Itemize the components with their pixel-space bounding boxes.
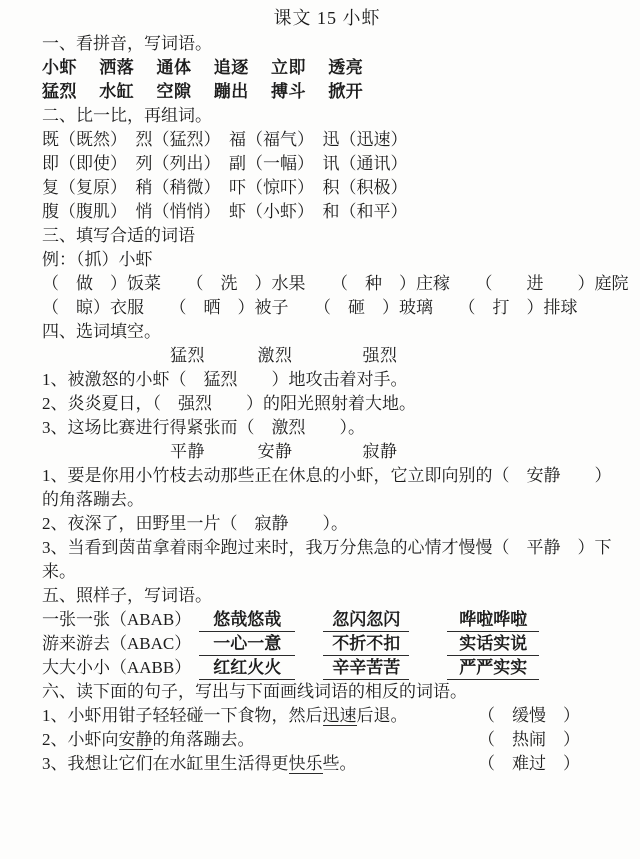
antonym-answer: （ 热闹 ） bbox=[478, 730, 580, 749]
fill-example: 例：（抓）小虾 bbox=[42, 250, 153, 269]
choose-sentence-wrap: 来。 bbox=[42, 562, 76, 581]
antonym-item bbox=[42, 752, 612, 776]
underlined-word: 安静 bbox=[118, 730, 153, 749]
choose-sentence: 1、要是你用小竹枝去动那些正在休息的小虾，它立即向别的（ 安静 ） bbox=[42, 466, 612, 485]
antonym-sentence bbox=[42, 752, 357, 776]
choose-sentence: 2、夜深了，田野里一片（ 寂静 ）。 bbox=[42, 514, 348, 533]
section1-heading: 一、看拼音，写词语。 bbox=[42, 34, 212, 53]
underlined-word: 迅速 bbox=[322, 706, 357, 725]
page-title: 课文 15 小虾 bbox=[273, 8, 381, 28]
compare-word-row: 复（复原） 稍（稍微） 吓（惊吓） 积（积极） bbox=[42, 178, 408, 197]
compare-word-row: 既（既然） 烈（猛烈） 福（福气） 迅（迅速） bbox=[42, 130, 408, 149]
pattern-example: 游来游去（ABAC） bbox=[42, 634, 192, 653]
antonym-sentence bbox=[42, 728, 255, 752]
section4-heading: 四、选词填空。 bbox=[42, 322, 161, 341]
choose-sentence: 3、当看到茵苗拿着雨伞跑过来时，我万分焦急的心情才慢慢（ 平静 ）下 bbox=[42, 538, 612, 557]
sentence-text: 后退。 bbox=[356, 706, 408, 725]
sentence-text: 些。 bbox=[322, 754, 357, 773]
pattern-example: 大大小小（AABB） bbox=[42, 658, 192, 677]
section6-heading: 六、读下面的句子，写出与下面画线词语的相反的词语。 bbox=[42, 682, 467, 701]
section3-heading: 三、填写合适的词语 bbox=[42, 226, 195, 245]
pattern-blank-answer: 悠哉悠哉 bbox=[199, 608, 295, 632]
choose-options-lie: 猛烈 激烈 强烈 bbox=[170, 346, 398, 365]
choose-sentence: 1、被激怒的小虾（ 猛烈 ）地攻击着对手。 bbox=[42, 370, 408, 389]
pattern-example: 一张一张（ABAB） bbox=[42, 610, 192, 629]
choose-sentence-wrap: 的角落蹦去。 bbox=[42, 490, 144, 509]
pattern-blank-answer: 哗啦哗啦 bbox=[447, 608, 539, 632]
pattern-row-abac bbox=[42, 632, 612, 656]
choose-options-jing: 平静 安静 寂静 bbox=[170, 442, 398, 461]
pinyin-word-row: 猛烈 水缸 空隙 蹦出 搏斗 掀开 bbox=[42, 82, 364, 101]
pattern-row-aabb bbox=[42, 656, 612, 680]
fill-row: （ 晾）衣服 （ 晒 ）被子 （ 砸 ）玻璃 （ 打 ）排球 bbox=[42, 298, 578, 317]
fill-row: （ 做 ）饭菜 （ 洗 ）水果 （ 种 ）庄稼 （ 进 ）庭院 bbox=[42, 274, 629, 293]
sentence-text: 1、小虾用钳子轻轻碰一下食物，然后 bbox=[42, 706, 323, 725]
pattern-blank-answer: 忽闪忽闪 bbox=[323, 608, 409, 632]
pattern-blank-answer: 严严实实 bbox=[447, 656, 539, 680]
underlined-word: 快乐 bbox=[288, 754, 323, 773]
section2-heading: 二、比一比，再组词。 bbox=[42, 106, 212, 125]
pattern-blank-answer: 实话实说 bbox=[447, 632, 539, 656]
pattern-blank-answer: 红红火火 bbox=[199, 656, 295, 680]
pattern-blank-answer: 一心一意 bbox=[199, 632, 295, 656]
antonym-answer: （ 缓慢 ） bbox=[478, 706, 580, 725]
antonym-answer: （ 难过 ） bbox=[478, 754, 580, 773]
compare-word-row: 腹（腹肌） 悄（悄悄） 虾（小虾） 和（和平） bbox=[42, 202, 408, 221]
antonym-item bbox=[42, 728, 612, 752]
sentence-text: 的角落蹦去。 bbox=[152, 730, 255, 749]
pattern-row-abab bbox=[42, 608, 612, 632]
choose-sentence: 2、炎炎夏日，（ 强烈 ）的阳光照射着大地。 bbox=[42, 394, 416, 413]
antonym-sentence bbox=[42, 704, 408, 728]
compare-word-row: 即（即使） 列（列出） 副（一幅） 讯（通讯） bbox=[42, 154, 408, 173]
antonym-item bbox=[42, 704, 612, 728]
section5-heading: 五、照样子，写词语。 bbox=[42, 586, 212, 605]
sentence-text: 3、我想让它们在水缸里生活得更 bbox=[42, 754, 289, 773]
pattern-blank-answer: 辛辛苦苦 bbox=[323, 656, 409, 680]
pinyin-word-row: 小虾 洒落 通体 追逐 立即 透亮 bbox=[42, 58, 364, 77]
pattern-blank-answer: 不折不扣 bbox=[323, 632, 409, 656]
choose-sentence: 3、这场比赛进行得紧张而（ 激烈 ）。 bbox=[42, 418, 365, 437]
sentence-text: 2、小虾向 bbox=[42, 730, 119, 749]
